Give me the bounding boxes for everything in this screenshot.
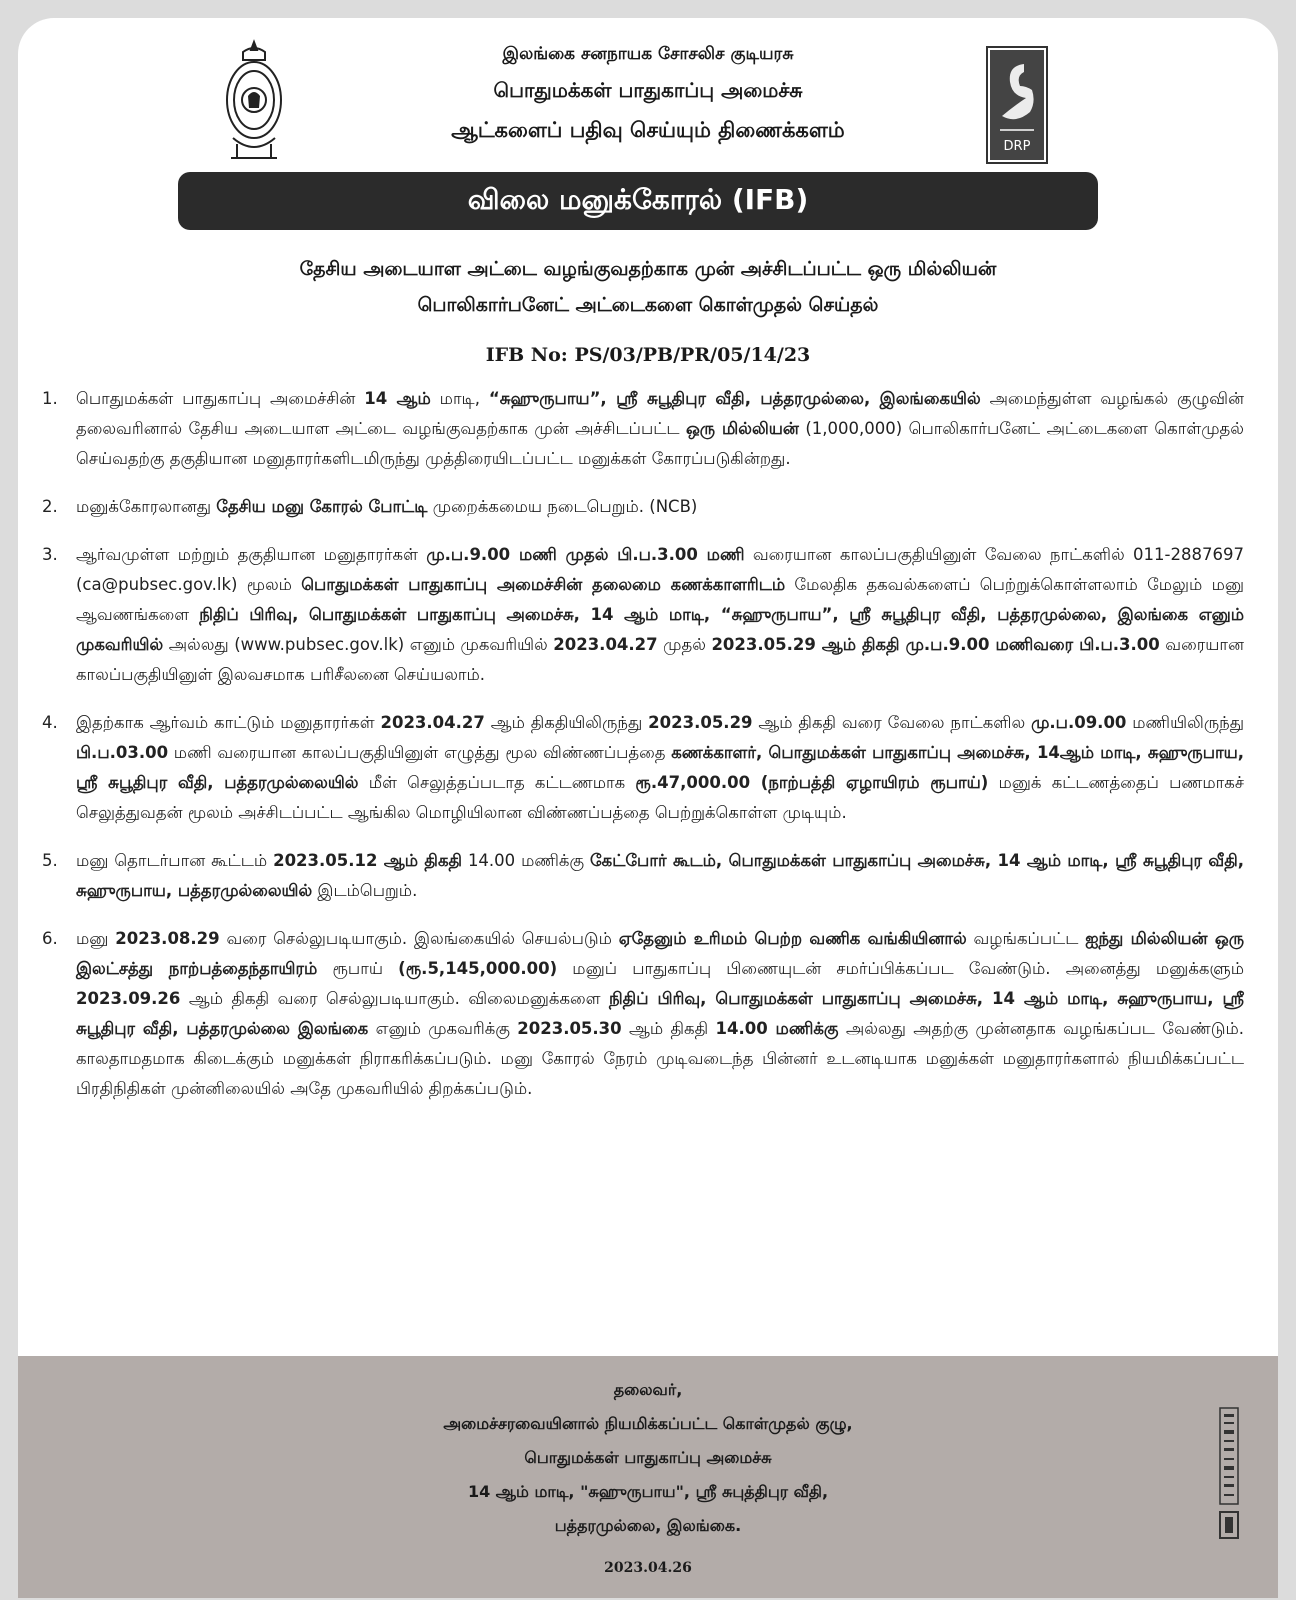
footer-date: 2023.04.26 xyxy=(604,1560,692,1576)
item-text-bold: ஏதேனும் உரிமம் பெற்ற வணிக வங்கியினால் xyxy=(618,929,967,948)
item-text-bold: 2023.05.29 ஆம் திகதி மு.ப.9.00 மணிவரை பி.ப.3.00 xyxy=(711,635,1160,654)
footer-committee: அமைச்சரவையினால் நியமிக்கப்பட்ட கொள்முதல் குழு, xyxy=(443,1414,853,1433)
item-text-run: எனும் முகவரிக்கு xyxy=(368,1019,518,1038)
item-text-run: முறைக்கமைய நடைபெறும். (NCB) xyxy=(427,497,698,516)
item-number: 2. xyxy=(42,497,58,516)
notice-item xyxy=(32,846,1244,906)
footer-ministry: பொதுமக்கள் பாதுகாப்பு அமைச்சு xyxy=(524,1448,772,1467)
item-text-bold: பொதுமக்கள் பாதுகாப்பு அமைச்சின் தலைமை கணக்காளரிடம் xyxy=(301,575,786,594)
item-text-run: மனு தொடர்பான கூட்டம் xyxy=(76,851,274,870)
item-text-run: இடம்பெறும். xyxy=(312,881,418,900)
item-text-bold: 2023.05.12 ஆம் திகதி xyxy=(273,851,463,870)
item-text-run: அல்லது அதற்கு முன்னதாக வழங்கப்பட வேண்டும். காலதாமதமாக கிடைக்கும் மனுக்கள் நிராகரிக்கப்படும். மனு கோரல் நேரம் முடிவடைந்த பின்னர் உடனடியாக மனுக்கள் மனுதாரர்களால் நியமிக்கப்பட்ட பிரதிநிதிகள் முன்னிலையில் அதே முகவரியில் திறக்கப்படும். xyxy=(76,1019,1245,1098)
item-text-run: ஆம் திகதியிலிருந்து xyxy=(484,713,649,732)
item-text-run: 14.00 மணிக்கு xyxy=(462,851,590,870)
item-text-run: வரை செல்லுபடியாகும். இலங்கையில் செயல்படும் xyxy=(219,929,619,948)
item-text-bold: பி.ப.03.00 xyxy=(76,743,169,762)
item-text-run: (1,000,000) பொலிகார்பனேட் அட்டைகளை கொள்முதல் செய்வதற்கு தகுதியான மனுதாரர்களிடமிருந்து முத்திரையிடப்பட்ட மனுக்கள் கோரப்படுகின்றது. xyxy=(76,419,1244,468)
item-text xyxy=(76,492,1244,522)
item-text-bold: ஒரு மில்லியன் xyxy=(685,419,799,438)
item-text-bold: கேட்போர் கூடம், பொதுமக்கள் பாதுகாப்பு அமைச்சு, 14 ஆம் மாடி, ஸ்ரீ சுபூதிபுர வீதி, சுஹுருபாய, பத்தரமுல்லையில் xyxy=(76,851,1244,900)
notice-item xyxy=(32,924,1244,1104)
item-text-bold: நிதிப் பிரிவு, பொதுமக்கள் பாதுகாப்பு அமைச்சு, 14 ஆம் மாடி, “சுஹுருபாய”, ஸ்ரீ சுபூதிபுர வீதி, பத்தரமுல்லை, இலங்கை எனும் முகவரியில் xyxy=(76,605,1244,654)
page-title: விலை மனுக்கோரல் (IFB) xyxy=(467,182,809,216)
subtitle-line-2: பொலிகார்பனேட் அட்டைகளை கொள்முதல் செய்தல் xyxy=(417,294,879,316)
item-text-bold: 2023.04.27 xyxy=(553,635,658,654)
notice-item xyxy=(32,492,1244,522)
item-text-bold: 14.00 மணிக்கு xyxy=(715,1019,839,1038)
ifb-number: IFB No: PS/03/PB/PR/05/14/23 xyxy=(485,344,811,366)
item-text-run: பொதுமக்கள் பாதுகாப்பு அமைச்சின் xyxy=(76,389,365,408)
item-text-bold: (ரூ.5,145,000.00) xyxy=(398,959,558,978)
item-text-bold: 2023.09.26 xyxy=(76,989,181,1008)
item-text-bold: மு.ப.9.00 மணி முதல் பி.ப.3.00 மணி xyxy=(426,545,745,564)
item-text-run: அல்லது (www.pubsec.gov.lk) எனும் முகவரியில் xyxy=(163,635,554,654)
subtitle-line-1: தேசிய அடையாள அட்டை வழங்குவதற்காக முன் அச்சிடப்பட்ட ஒரு மில்லியன் xyxy=(299,258,997,280)
item-text-run: மனுப் பாதுகாப்பு பிணையுடன் சமர்ப்பிக்கப்பட வேண்டும். அனைத்து மனுக்களும் xyxy=(557,959,1244,978)
publisher-mark-icon xyxy=(1218,1406,1240,1556)
item-text-bold: 2023.08.29 xyxy=(115,929,220,948)
item-text-run: ஆம் திகதி வரை செல்லுபடியாகும். விலைமனுக்களை xyxy=(180,989,610,1008)
item-text xyxy=(76,846,1244,906)
item-text-run: மேலதிக தகவல்களைப் பெற்றுக்கொள்ளலாம் மேலும் மனு ஆவணங்களை xyxy=(76,575,1244,624)
footer-signature-block xyxy=(18,1356,1278,1598)
item-text-run: முதல் xyxy=(657,635,712,654)
item-text-run: அமைந்துள்ள வழங்கல் குழுவின் தலைவரினால் தேசிய அடையாள அட்டை வழங்குவதற்காக முன் அச்சிடப்பட்ட xyxy=(76,389,1245,438)
item-text-bold: மு.ப.09.00 xyxy=(1031,713,1127,732)
footer-city: பத்தரமுல்லை, இலங்கை. xyxy=(554,1516,742,1535)
item-text-run: மணி வரையான காலப்பகுதியினுள் எழுத்து மூல விண்ணப்பத்தை xyxy=(168,743,672,762)
notice-card xyxy=(18,18,1278,1598)
item-text-run: மணியிலிருந்து xyxy=(1126,713,1245,732)
notice-item xyxy=(32,384,1244,474)
item-number: 1. xyxy=(42,389,58,408)
notice-item xyxy=(32,708,1244,828)
item-text-bold: 14 ஆம் xyxy=(364,389,431,408)
footer-chairman: தலைவர், xyxy=(613,1380,683,1399)
item-text-run: மாடி, xyxy=(430,389,489,408)
item-number: 5. xyxy=(42,851,58,870)
item-text-bold: 2023.05.29 xyxy=(648,713,753,732)
item-text-bold: “சுஹுருபாய”, ஸ்ரீ சுபூதிபுர வீதி, பத்தரமுல்லை, இலங்கையில் xyxy=(488,389,981,408)
item-text-run: வரையான காலப்பகுதியினுள் இலவசமாக பரிசீலனை செய்யலாம். xyxy=(76,635,1244,684)
item-number: 6. xyxy=(42,929,58,948)
item-text-run: மனு xyxy=(76,929,116,948)
item-text-run: வழங்கப்பட்ட xyxy=(966,929,1086,948)
item-text-run: மனுக்கோரலானது xyxy=(76,497,217,516)
header-ministry: பொதுமக்கள் பாதுகாப்பு அமைச்சு xyxy=(493,78,803,102)
item-text-bold: 2023.04.27 xyxy=(380,713,485,732)
item-text-run: ஆர்வமுள்ள மற்றும் தகுதியான மனுதாரர்கள் xyxy=(76,545,427,564)
item-text-bold: ரூ.47,000.00 (நாற்பத்தி ஏழாயிரம் ரூபாய்) xyxy=(635,773,989,792)
item-text-run: மீள் செலுத்தப்படாத கட்டணமாக xyxy=(358,773,636,792)
item-text-run: ரூபாய் xyxy=(317,959,399,978)
item-text-run: ஆம் திகதி xyxy=(621,1019,716,1038)
item-text xyxy=(76,384,1244,474)
item-text-run: வரையான காலப்பகுதியினுள் வேலை நாட்களில் 011-2887697 (ca@pubsec.gov.lk) மூலம் xyxy=(76,545,1244,594)
item-text xyxy=(76,924,1244,1104)
footer-address: 14 ஆம் மாடி, "சுஹுருபாய", ஸ்ரீ சுபுத்திபுர வீதி, xyxy=(467,1482,829,1501)
item-text-run: இதற்காக ஆர்வம் காட்டும் மனுதாரர்கள் xyxy=(76,713,381,732)
item-text xyxy=(76,540,1244,690)
item-text-run: ஆம் திகதி வரை வேலை நாட்களில xyxy=(752,713,1032,732)
notice-item xyxy=(32,540,1244,690)
item-number: 3. xyxy=(42,545,58,564)
item-number: 4. xyxy=(42,713,58,732)
item-text-run: மனுக் கட்டணத்தைப் பணமாகச் செலுத்துவதன் மூலம் அச்சிடப்பட்ட ஆங்கில மொழியிலான விண்ணப்பத்தை பெற்றுக்கொள்ள முடியும். xyxy=(76,773,1244,822)
drp-logo-text: DRP xyxy=(1003,139,1031,154)
item-text-bold: ஐந்து மில்லியன் ஒரு இலட்சத்து நாற்பத்தைந்தாயிரம் xyxy=(76,929,1244,978)
item-text-bold: 2023.05.30 xyxy=(517,1019,622,1038)
item-text-bold: நிதிப் பிரிவு, பொதுமக்கள் பாதுகாப்பு அமைச்சு, 14 ஆம் மாடி, சுஹுருபாய, ஸ்ரீ சுபூதிபுர வீதி, பத்தரமுல்லை இலங்கை xyxy=(76,989,1244,1038)
item-text xyxy=(76,708,1244,828)
item-text-bold: தேசிய மனு கோரல் போட்டி xyxy=(216,497,428,516)
notice-items xyxy=(32,384,1244,1122)
header-department: ஆட்களைப் பதிவு செய்யும் திணைக்களம் xyxy=(451,118,845,142)
header-country: இலங்கை சனநாயக சோசலிச குடியரசு xyxy=(502,44,794,64)
title-banner xyxy=(178,172,1098,230)
item-text-bold: கணக்காளர், பொதுமக்கள் பாதுகாப்பு அமைச்சு, 14ஆம் மாடி, சுஹுருபாய, ஸ்ரீ சுபூதிபுர வீதி, பத்தரமுல்லையில் xyxy=(76,743,1245,792)
